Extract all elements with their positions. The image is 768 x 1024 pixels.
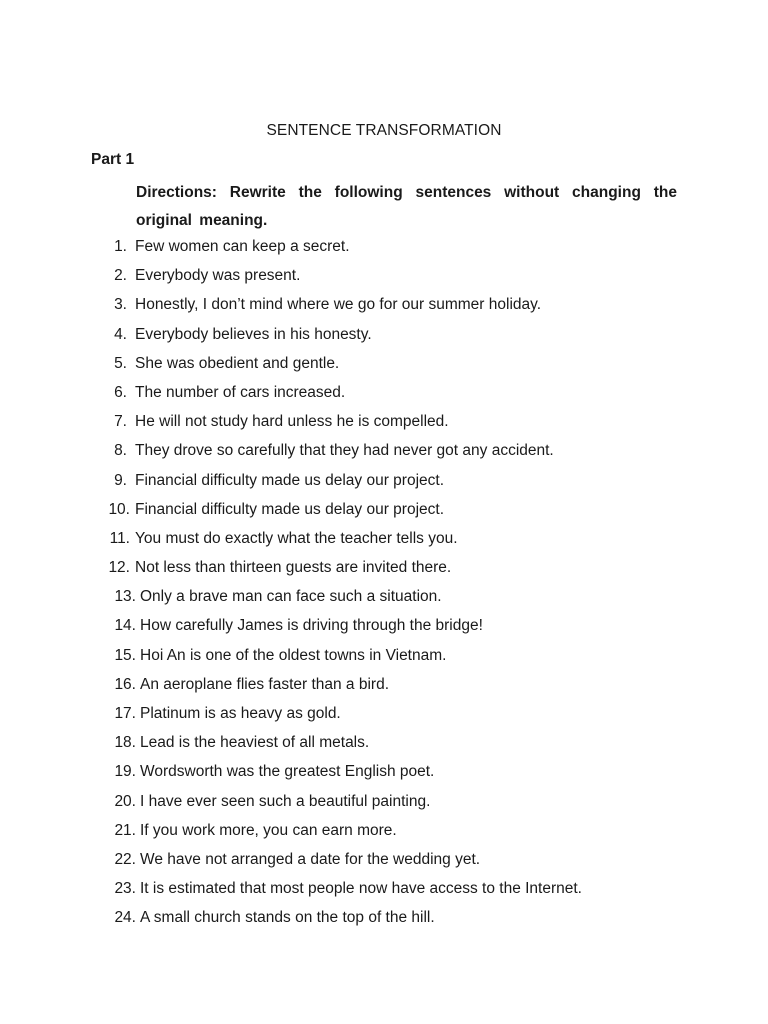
list-item bbox=[0, 470, 768, 499]
list-item bbox=[0, 294, 768, 323]
item-text: She was obedient and gentle. bbox=[135, 354, 340, 372]
item-text: They drove so carefully that they had never got any accident. bbox=[135, 442, 554, 460]
item-text: Everybody was present. bbox=[135, 267, 301, 285]
list-item bbox=[0, 499, 768, 528]
list-item bbox=[0, 849, 768, 878]
item-text: Everybody believes in his honesty. bbox=[135, 325, 372, 343]
item-number: 3. bbox=[114, 296, 127, 314]
list-item bbox=[0, 586, 768, 615]
list-item bbox=[0, 353, 768, 382]
item-text: Financial difficulty made us delay our project. bbox=[135, 500, 445, 518]
item-text: It is estimated that most people now have access to the Internet. bbox=[140, 880, 582, 898]
list-item bbox=[0, 820, 768, 849]
list-item bbox=[0, 382, 768, 411]
item-number: 8. bbox=[114, 442, 127, 460]
list-item bbox=[0, 645, 768, 674]
item-number: 1. bbox=[114, 238, 127, 255]
part-heading: Part 1 bbox=[91, 151, 135, 168]
list-item bbox=[0, 703, 768, 732]
list-item bbox=[0, 324, 768, 353]
item-number: 7. bbox=[114, 413, 127, 431]
item-number: 2. bbox=[114, 267, 127, 285]
item-text: I have ever seen such a beautiful painting. bbox=[140, 792, 431, 810]
item-text: An aeroplane flies faster than a bird. bbox=[140, 675, 390, 693]
item-text: Hoi An is one of the oldest towns in Vietnam. bbox=[140, 646, 447, 664]
item-number: 18. bbox=[114, 734, 136, 752]
item-number: 14. bbox=[114, 617, 136, 635]
directions-text: Directions: Rewrite the following sentences without changing the original meaning. bbox=[136, 184, 677, 229]
item-text: Financial difficulty made us delay our project. bbox=[135, 471, 445, 489]
list-item bbox=[0, 761, 768, 790]
item-text: Platinum is as heavy as gold. bbox=[140, 705, 341, 722]
item-number: 15. bbox=[114, 646, 136, 664]
item-number: 12. bbox=[108, 559, 130, 577]
item-number: 22. bbox=[114, 850, 136, 868]
list-item bbox=[0, 557, 768, 586]
item-text: How carefully James is driving through the bridge! bbox=[140, 617, 483, 635]
item-text: Wordsworth was the greatest English poet. bbox=[140, 763, 435, 781]
sentence-list bbox=[0, 236, 768, 937]
item-number: 10. bbox=[108, 500, 130, 518]
item-text: You must do exactly what the teacher tells you. bbox=[135, 529, 458, 547]
item-number: 5. bbox=[114, 354, 127, 372]
item-text: Only a brave man can face such a situation. bbox=[140, 588, 442, 606]
item-number: 23. bbox=[114, 880, 136, 898]
item-number: 21. bbox=[114, 821, 136, 839]
item-number: 4. bbox=[114, 325, 127, 343]
item-number: 11. bbox=[109, 529, 130, 547]
item-text: Honestly, I don’t mind where we go for our summer holiday. bbox=[135, 296, 542, 314]
list-item bbox=[0, 674, 768, 703]
list-item bbox=[0, 791, 768, 820]
list-item bbox=[0, 528, 768, 557]
item-number: 20. bbox=[114, 792, 136, 810]
list-item bbox=[0, 878, 768, 907]
item-text: We have not arranged a date for the wedding yet. bbox=[140, 850, 481, 868]
item-number: 24. bbox=[114, 909, 136, 927]
item-text: A small church stands on the top of the hill. bbox=[140, 909, 435, 927]
item-number: 9. bbox=[114, 471, 127, 489]
item-number: 13. bbox=[114, 588, 136, 606]
item-number: 16. bbox=[114, 675, 136, 693]
list-item bbox=[0, 411, 768, 440]
item-number: 19. bbox=[114, 763, 136, 781]
item-number: 17. bbox=[114, 705, 136, 722]
list-item bbox=[0, 907, 768, 936]
list-item bbox=[0, 732, 768, 761]
item-text: If you work more, you can earn more. bbox=[140, 821, 397, 839]
list-item bbox=[0, 440, 768, 469]
item-text: Lead is the heaviest of all metals. bbox=[140, 734, 370, 752]
list-item bbox=[0, 265, 768, 294]
item-text: Few women can keep a secret. bbox=[135, 238, 350, 255]
item-text: The number of cars increased. bbox=[135, 383, 346, 401]
list-item bbox=[0, 236, 768, 265]
item-text: He will not study hard unless he is compelled. bbox=[135, 413, 449, 431]
document-title: SENTENCE TRANSFORMATION bbox=[266, 122, 502, 139]
list-item bbox=[0, 615, 768, 644]
item-number: 6. bbox=[114, 383, 127, 401]
item-text: Not less than thirteen guests are invited there. bbox=[135, 559, 452, 577]
